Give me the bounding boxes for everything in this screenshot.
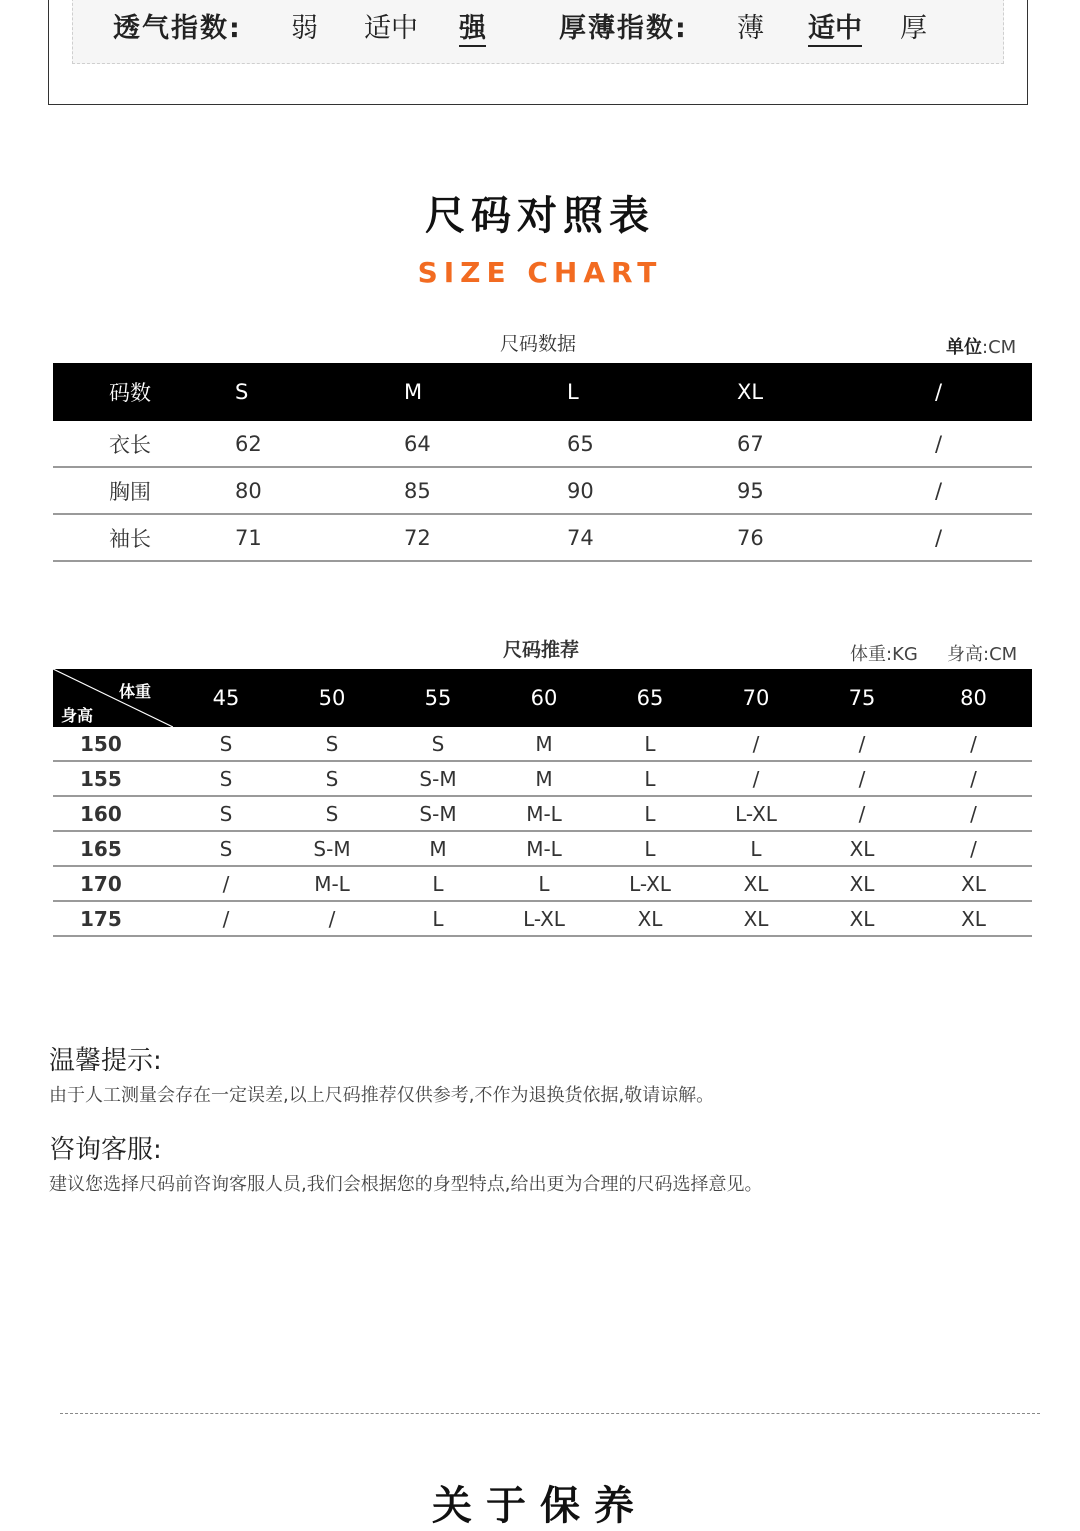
recommended-size-cell: S [173,761,279,796]
breathability-option-medium: 适中 [364,13,418,44]
recommended-size-cell: M-L [491,831,597,866]
size-recommend-unit-height: 身高:CM [947,644,1018,665]
header-cell: L [567,363,737,421]
recommended-size-cell: L [597,727,703,761]
recommended-size-cell: / [915,796,1032,831]
care-section-title: 关于保养 [432,1483,648,1529]
recommended-size-cell: L-XL [597,866,703,901]
recommended-size-cell: S [385,727,491,761]
header-cell: S [235,363,404,421]
recommended-size-cell: S-M [279,831,385,866]
breathability-label: 透气指数: [113,13,242,44]
recommended-size-cell: / [915,761,1032,796]
recommended-size-cell: S [173,796,279,831]
fabric-index-box [48,0,1028,105]
size-recommend-row [53,866,1032,901]
tip-body: 由于人工测量会存在一定误差,以上尺码推荐仅供参考,不作为退换货依据,敬请谅解。 [49,1085,715,1106]
measurement-value: 65 [567,421,737,467]
size-recommend-row [53,796,1032,831]
recommended-size-cell: L-XL [703,796,809,831]
weight-header-cell: 60 [491,669,597,727]
size-data-header-row [53,363,1032,421]
measurement-label: 衣长 [53,421,235,467]
recommended-size-cell: L [385,866,491,901]
height-cell: 175 [53,901,173,936]
measurement-value: 67 [737,421,935,467]
corner-weight-label: 体重 [119,682,152,701]
recommended-size-cell: / [915,831,1032,866]
measurement-value: 95 [737,467,935,514]
measurement-value: 74 [567,514,737,561]
measurement-value: 64 [404,421,567,467]
size-recommend-row [53,901,1032,936]
measurement-value: / [935,421,1032,467]
height-cell: 165 [53,831,173,866]
height-cell: 155 [53,761,173,796]
thickness-option-thick: 厚 [900,13,927,44]
recommended-size-cell: M [491,727,597,761]
recommended-size-cell: XL [597,901,703,936]
recommended-size-cell: S [279,727,385,761]
weight-header-cell: 55 [385,669,491,727]
measurement-value: 80 [235,467,404,514]
height-cell: 150 [53,727,173,761]
recommended-size-cell: / [809,796,915,831]
size-recommend-row [53,831,1032,866]
recommended-size-cell: / [173,866,279,901]
weight-header-cell: 65 [597,669,703,727]
recommended-size-cell: L [597,761,703,796]
size-data-table [53,363,1032,562]
recommended-size-cell: S [279,761,385,796]
recommended-size-cell: S [279,796,385,831]
size-recommend-row [53,761,1032,796]
measurement-value: / [935,467,1032,514]
size-data-row [53,514,1032,561]
breathability-option-strong: 强 [459,6,486,47]
measurement-value: 85 [404,467,567,514]
measurement-label: 胸围 [53,467,235,514]
weight-header-cell: 50 [279,669,385,727]
recommended-size-cell: M-L [491,796,597,831]
recommended-size-cell: S [173,727,279,761]
header-cell: M [404,363,567,421]
breathability-option-weak: 弱 [291,13,318,44]
recommended-size-cell: XL [703,901,809,936]
recommended-size-cell: XL [809,866,915,901]
weight-header-cell: 45 [173,669,279,727]
size-data-unit [946,333,1016,359]
recommended-size-cell: / [279,901,385,936]
recommended-size-cell: XL [703,866,809,901]
weight-header-cell: 75 [809,669,915,727]
measurement-value: 90 [567,467,737,514]
service-body: 建议您选择尺码前咨询客服人员,我们会根据您的身型特点,给出更为合理的尺码选择意见。 [49,1174,763,1195]
header-cell: XL [737,363,935,421]
size-recommend-caption: 尺码推荐 [503,639,580,661]
measurement-value: 62 [235,421,404,467]
size-chart-title: 尺码对照表 [425,193,655,239]
height-cell: 160 [53,796,173,831]
tip-title: 温馨提示: [49,1046,162,1076]
size-recommend-row [53,727,1032,761]
service-title: 咨询客服: [49,1135,162,1165]
unit-value: :CM [982,337,1017,358]
weight-header-cell: 70 [703,669,809,727]
recommended-size-cell: XL [809,831,915,866]
header-cell: / [935,363,1032,421]
thickness-option-medium: 适中 [808,6,862,47]
header-cell: 码数 [53,363,235,421]
measurement-value: 71 [235,514,404,561]
unit-label: 单位 [946,337,982,358]
recommended-size-cell: S-M [385,796,491,831]
recommended-size-cell: L [385,901,491,936]
thickness-option-thin: 薄 [737,13,764,44]
recommended-size-cell: / [809,761,915,796]
size-data-row [53,467,1032,514]
recommended-size-cell: S-M [385,761,491,796]
recommended-size-cell: / [173,901,279,936]
recommended-size-cell: XL [915,866,1032,901]
recommended-size-cell: L [597,831,703,866]
size-data-row [53,421,1032,467]
recommended-size-cell: M [491,761,597,796]
fabric-index-bar [72,0,1004,64]
thickness-label: 厚薄指数: [559,13,688,44]
recommended-size-cell: L [491,866,597,901]
size-chart-subtitle: SIZE CHART [417,256,663,289]
section-divider [60,1413,1040,1414]
recommended-size-cell: S [173,831,279,866]
recommended-size-cell: XL [915,901,1032,936]
measurement-label: 袖长 [53,514,235,561]
size-recommend-header-row [53,669,1032,727]
measurement-value: 76 [737,514,935,561]
measurement-value: 72 [404,514,567,561]
recommended-size-cell: L [597,796,703,831]
corner-height-label: 身高 [61,706,94,725]
recommended-size-cell: M [385,831,491,866]
size-recommend-unit-weight: 体重:KG [850,644,918,665]
recommended-size-cell: / [809,727,915,761]
weight-header-cell: 80 [915,669,1032,727]
corner-header-cell [53,669,173,727]
recommended-size-cell: / [703,727,809,761]
height-cell: 170 [53,866,173,901]
recommended-size-cell: L-XL [491,901,597,936]
recommended-size-cell: / [703,761,809,796]
size-data-caption: 尺码数据 [500,333,577,355]
recommended-size-cell: M-L [279,866,385,901]
recommended-size-cell: / [915,727,1032,761]
recommended-size-cell: L [703,831,809,866]
size-recommend-table [53,669,1032,937]
measurement-value: / [935,514,1032,561]
recommended-size-cell: XL [809,901,915,936]
